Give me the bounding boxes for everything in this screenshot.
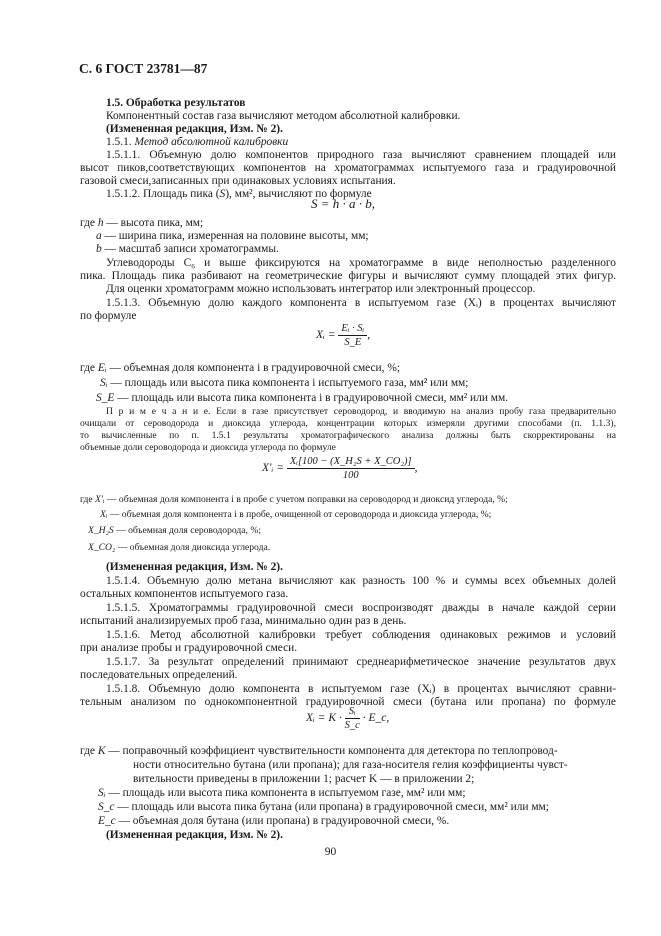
paragraph-line: высот пиков,соответствующих компонентов на хроматограммах испытуемого газа и градуировочной xyxy=(80,162,616,174)
paragraph-line: пика. Площадь пика разбивают на геометрические фигуры и вычисляют сумму площадей этих фигур. xyxy=(80,270,616,282)
symbol: K xyxy=(97,745,106,757)
formula-fraction xyxy=(287,456,415,481)
note-line: очищали от сероводорода и диоксида углерода, концентрации которых измеряли другими способами (п. 1.1.3), xyxy=(80,418,616,429)
definition-text: — площадь или высота пика компонента i испытуемого газа, мм² или мм; xyxy=(107,377,469,389)
definition-text: — ширина пика, измеренная на половине высоты, мм; xyxy=(101,230,369,242)
subsection-number: 1.5.1. xyxy=(106,136,132,148)
where-label: где xyxy=(80,362,95,374)
definition-continuation: ности относительно бутана (или пропана); для газа-носителя гелия коэффициенты чувст- xyxy=(133,759,568,771)
definition-text: — объемная доля компонента i в градуировочной смеси, %; xyxy=(106,362,400,374)
symbol: h xyxy=(97,217,104,229)
definition-line xyxy=(100,376,636,390)
paragraph-line: 1.5.1.1. Объемную долю компонентов природного газа вычисляют сравнением площадей или xyxy=(106,149,616,161)
where-label: где xyxy=(80,745,95,757)
symbol: Xᵢ xyxy=(100,509,108,520)
subsection-name: Метод абсолютной калибровки xyxy=(134,136,289,148)
definition-line xyxy=(88,542,624,554)
fraction-denominator: S_c xyxy=(344,720,360,731)
definition-line xyxy=(96,229,632,243)
page-header: С. 6 ГОСТ 23781—87 xyxy=(79,61,208,76)
definition-text: — поправочный коэффициент чувствительности компонента для детектора по теплопровод- xyxy=(105,745,558,757)
definition-text: — объемная доля бутана (или пропана) в градуировочной смеси, %. xyxy=(115,815,450,827)
definition-text: — площадь или высота пика бутана (или пропана) в градуировочной смеси, мм² или мм; xyxy=(114,801,549,813)
formula-tail: , xyxy=(367,329,371,342)
formula-x-prime xyxy=(262,456,417,481)
amendment-note: (Измененная редакция, Изм. № 2). xyxy=(106,123,283,135)
symbol: Sᵢ xyxy=(100,377,108,389)
formula-tail: · E_c, xyxy=(362,712,390,725)
definition-text: — объемная доля компонента i в пробе с учетом поправки на сероводород и диоксид углерода, %; xyxy=(104,494,508,505)
fraction-denominator: 100 xyxy=(342,470,359,481)
definition-line xyxy=(100,509,636,521)
paragraph-line: последовательных определений. xyxy=(80,669,238,681)
definition-line xyxy=(98,786,634,800)
symbol: X′ᵢ xyxy=(95,494,105,505)
where-label: где xyxy=(80,494,93,505)
definition-line xyxy=(88,525,624,537)
subsection-title xyxy=(106,135,616,149)
fraction-numerator: Sᵢ xyxy=(345,706,360,719)
paragraph-line: 1.5.1.6. Метод абсолютной калибровки требует соблюдения одинаковых режимов и условий xyxy=(106,629,616,641)
note-line: объемные доли сероводорода и диоксида углерода по формуле xyxy=(80,442,336,453)
symbol: a xyxy=(96,230,102,242)
definition-text: — объемная доля диоксида углерода. xyxy=(115,542,271,553)
symbol: b xyxy=(96,243,102,255)
paragraph-line: по формуле xyxy=(80,310,137,322)
section-intro: Компонентный состав газа вычисляют методом абсолютной калибровки. xyxy=(106,110,461,122)
definition-text: — объемная доля компонента i в пробе, очищенной от сероводорода и диоксида углерода, %; xyxy=(107,509,492,520)
definition-text: — объемная доля сероводорода, %; xyxy=(113,525,261,536)
formula-lhs: Xᵢ = K · xyxy=(306,712,342,725)
amendment-note: (Измененная редакция, Изм. № 2). xyxy=(106,561,283,573)
paragraph-line: 1.5.1.4. Объемную долю метана вычисляют как разность 100 % и суммы всех объемных долей xyxy=(106,575,616,587)
where-label: где xyxy=(80,217,95,229)
definition-text: — площадь или высота пика компонента i в градуировочной смеси, мм² или мм. xyxy=(114,392,509,404)
paragraph-line: 1.5.1.3. Объемную долю каждого компонента в испытуемом газе (Xᵢ) в процентах вычисляют xyxy=(106,297,616,309)
symbol: X_H₂S xyxy=(88,525,114,536)
formula-lhs: Xᵢ = xyxy=(316,329,336,342)
paragraph-line: 1.5.1.8. Объемную долю компонента в испытуемом газе (Xᵢ) в процентах вычисляют сравни- xyxy=(106,683,616,695)
symbol: E_c xyxy=(98,815,116,827)
definition-line xyxy=(98,814,634,828)
paragraph-line: испытаний анализируемых проб газа, минимально один раз в день. xyxy=(80,615,407,627)
symbol: Sᵢ xyxy=(98,787,106,799)
paragraph-line: при анализе пробы и градуировочной смеси. xyxy=(80,642,298,654)
definition-line xyxy=(96,242,632,256)
text-span: 1.5.1.2. Площадь пика ( xyxy=(106,188,220,200)
definition-line xyxy=(80,494,616,506)
paragraph-line: Углеводороды С₆ и выше фиксируются на хроматограмме в виде неполностью разделенного xyxy=(106,257,616,269)
formula-lhs: X′ᵢ = xyxy=(262,462,284,475)
definition-text: — площадь или высота пика компонента в испытуемом газе, мм² или мм; xyxy=(105,787,466,799)
formula-xi xyxy=(316,323,370,348)
page-number: 90 xyxy=(324,846,337,858)
fraction-denominator: S_E xyxy=(344,337,362,348)
definition-text: — высота пика, мм; xyxy=(103,217,204,229)
paragraph-line: тельным анализом по однокомпонентной градуировочной смеси (бутана или пропана) по формуле xyxy=(80,696,616,708)
section-heading: 1.5. Обработка результатов xyxy=(106,97,246,109)
formula-tail: , xyxy=(414,462,418,475)
definition-continuation: вительности приведены в приложении 1; расчет K — в приложении 2; xyxy=(133,773,475,785)
fraction-numerator: Eᵢ · Sᵢ xyxy=(338,323,367,336)
paragraph-line: 1.5.1.7. За результат определений принимают среднеарифметическое значение результатов двух xyxy=(106,656,616,668)
definition-line xyxy=(98,800,634,814)
definition-line xyxy=(80,361,616,375)
definition-text: — масштаб записи хроматограммы. xyxy=(101,243,279,255)
fraction-numerator: Xᵢ[100 − (X_H₂S + X_CO₂)] xyxy=(287,456,415,469)
paragraph-line: остальных компонентов испытуемого газа. xyxy=(80,588,289,600)
paragraph-line: газовой смеси,записанных при одинаковых условиях испытания. xyxy=(80,175,396,187)
paragraph-line: Для оценки хроматограмм можно использовать интегратор или электронный процессор. xyxy=(106,283,536,295)
symbol: S_E xyxy=(96,392,115,404)
symbol: X_CO₂ xyxy=(88,542,116,553)
text-span: ), мм², вычисляют по формуле xyxy=(225,188,372,200)
amendment-note: (Измененная редакция, Изм. № 2). xyxy=(106,829,283,841)
note-line: то вычисленные по п. 1.5.1 результаты хроматографического анализа должны быть скорректированы на xyxy=(80,430,616,441)
note-line: П р и м е ч а н и е. Если в газе присутствует сероводород, и вводимую на анализ пробу газа предварительно xyxy=(106,406,616,417)
paragraph-line: 1.5.1.5. Хроматограммы градуировочной смеси воспроизводят дважды в начале каждой серии xyxy=(106,602,616,614)
definition-line xyxy=(80,216,616,230)
formula-fraction xyxy=(345,706,360,731)
definition-line xyxy=(96,391,632,405)
formula-area: S = h · a · b, xyxy=(311,196,376,211)
formula-comparative xyxy=(306,706,389,731)
symbol: S_c xyxy=(98,801,115,813)
formula-fraction xyxy=(338,323,367,348)
symbol: S xyxy=(219,188,226,200)
definition-line xyxy=(80,744,616,758)
symbol: Eᵢ xyxy=(97,362,107,374)
